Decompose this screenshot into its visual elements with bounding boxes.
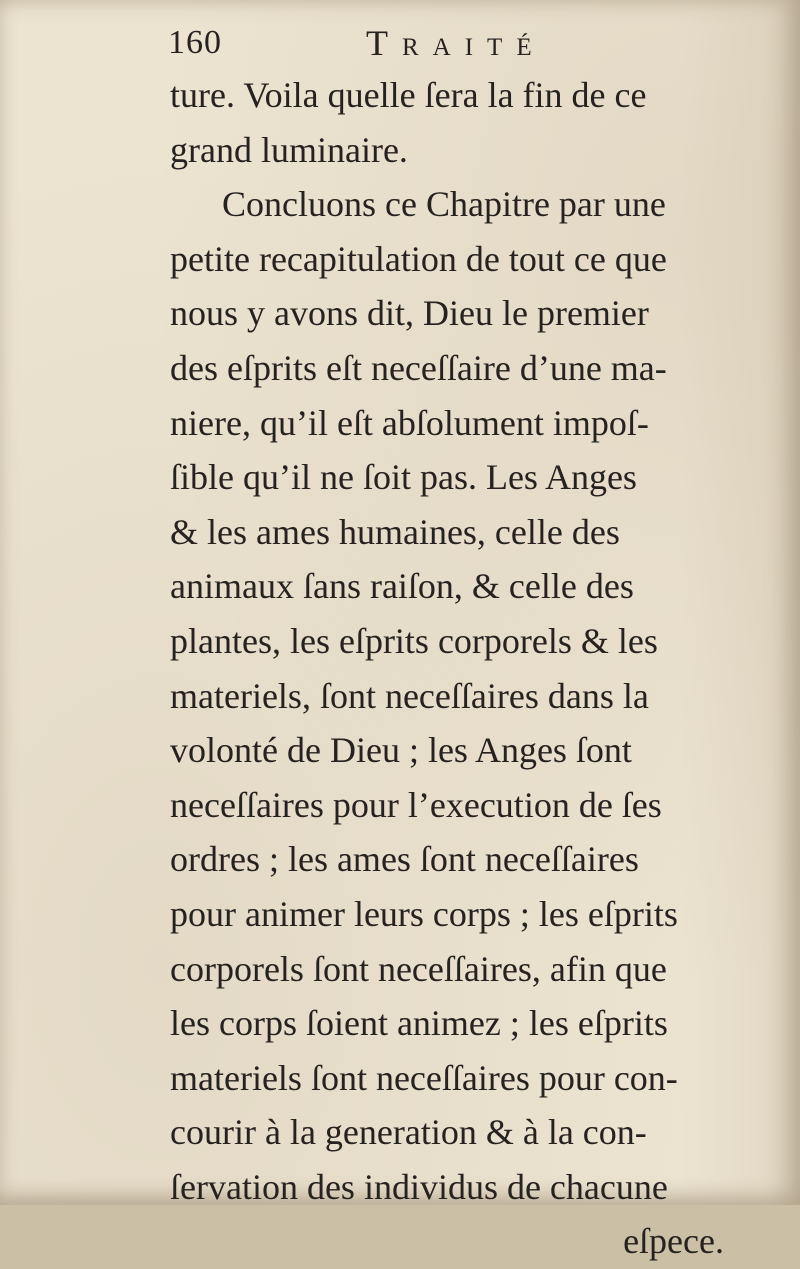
text-line: materiels ſont neceſſaires pour con- <box>170 1057 678 1098</box>
text-line: ture. Voila quelle ſera la fin de ce <box>170 75 647 115</box>
body-text <box>170 68 730 1269</box>
text-line: grand luminaire. <box>170 129 408 170</box>
text-line: courir à la generation & à la con- <box>170 1112 647 1153</box>
text-line: corporels ſont neceſſaires, afin que <box>170 948 667 989</box>
text-line: volonté de Dieu ; les Anges ſont <box>170 730 632 771</box>
text-line: animaux ſans raiſon, & celle des <box>170 566 634 607</box>
text-line: niere, qu’il eſt abſolument impoſ- <box>170 402 649 443</box>
text-line: des eſprits eſt neceſſaire d’une ma- <box>170 347 667 388</box>
text-line: ordres ; les ames ſont neceſſaires <box>170 839 639 880</box>
paragraph-end-line: eſpece. <box>623 1221 724 1262</box>
text-line: neceſſaires pour l’execution de ſes <box>170 784 662 825</box>
text-line: ſible qu’il ne ſoit pas. Les Anges <box>170 457 637 498</box>
text-line: & les ames humaines, celle des <box>170 511 620 552</box>
paragraph-start-line: Concluons ce Chapitre par une <box>222 184 666 225</box>
text-line: materiels, ſont neceſſaires dans la <box>170 675 649 716</box>
text-line: les corps ſoient animez ; les eſprits <box>170 1003 668 1044</box>
text-line: plantes, les eſprits corporels & les <box>170 620 658 661</box>
text-line: nous y avons dit, Dieu le premier <box>170 293 649 334</box>
text-line: petite recapitulation de tout ce que <box>170 238 667 279</box>
running-title: Traité <box>366 23 546 63</box>
text-line: pour animer leurs corps ; les eſprits <box>170 893 678 934</box>
text-line: ſervation des individus de chacune <box>170 1166 668 1207</box>
page-header <box>168 14 728 70</box>
page-number: 160 <box>168 24 222 61</box>
